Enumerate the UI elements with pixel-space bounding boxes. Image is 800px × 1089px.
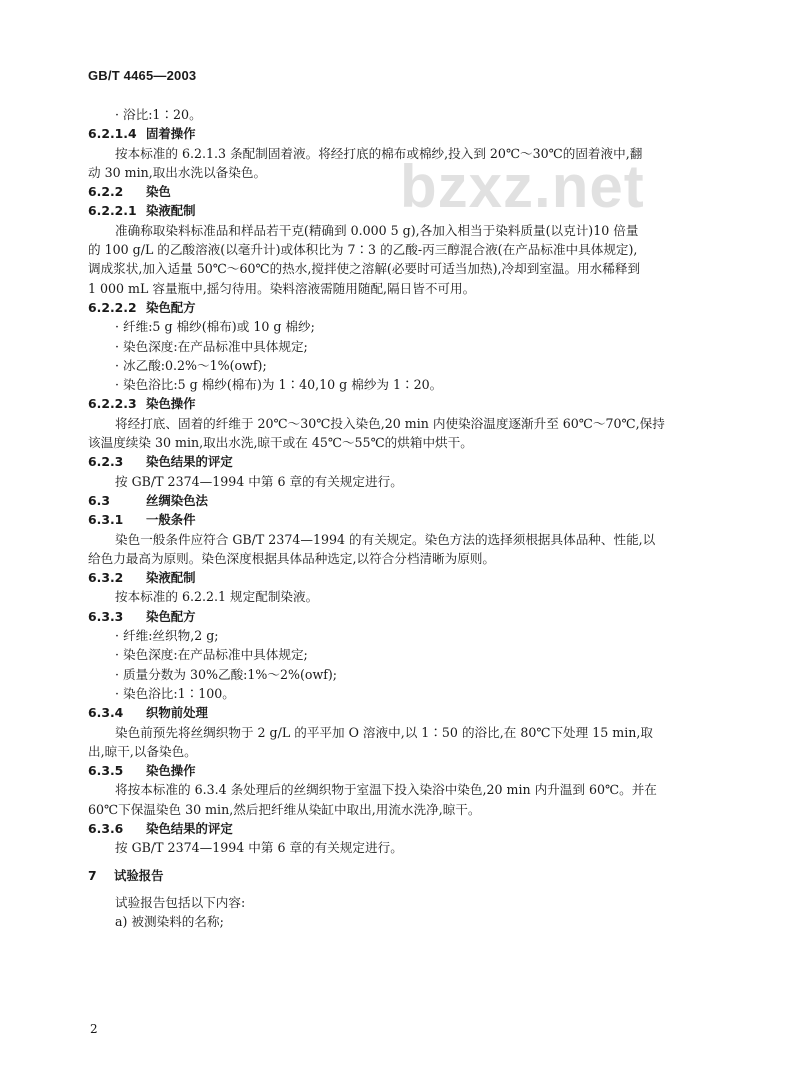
section-number: 6.3 xyxy=(88,492,110,508)
paragraph-line: 按本标准的 6.2.2.1 规定配制染液。 xyxy=(115,589,319,605)
section-heading xyxy=(88,124,718,143)
section-heading xyxy=(88,510,718,529)
paragraph-line: 准确称取染料标准品和样品若干克(精确到 0.000 5 g),各加入相当于染料质量(以克计)10 倍量 xyxy=(115,222,639,238)
list-item: · 冰乙酸:0.2%～1%(owf); xyxy=(115,357,267,373)
section-title: 染液配制 xyxy=(146,570,196,586)
section-number: 6.3.5 xyxy=(88,763,124,779)
section-title: 染色结果的评定 xyxy=(146,820,233,836)
section-title: 染液配制 xyxy=(146,203,196,219)
list-item: · 纤维:5 g 棉纱(棉布)或 10 g 棉纱; xyxy=(115,319,315,335)
paragraph-line: 将按本标准的 6.3.4 条处理后的丝绸织物于室温下投入染浴中染色,20 min 内升温到 60℃。并在 xyxy=(115,782,657,798)
paragraph-line: 出,晾干,以备染色。 xyxy=(88,743,197,759)
section-title: 染色配方 xyxy=(146,299,196,315)
paragraph-line: 按 GB/T 2374—1994 中第 6 章的有关规定进行。 xyxy=(115,840,403,856)
section-title: 染色操作 xyxy=(146,763,196,779)
section-number: 6.2.2.3 xyxy=(88,396,137,412)
section-number: 6.2.2 xyxy=(88,184,124,200)
list-item: · 染色浴比:1∶100。 xyxy=(115,685,235,701)
paragraph-line: 的 100 g/L 的乙酸溶液(以毫升计)或体积比为 7∶3 的乙酸-丙三醇混合液(在产品标准中具体规定), xyxy=(88,242,638,258)
paragraph-line: 调成浆状,加入适量 50℃～60℃的热水,搅拌使之溶解(必要时可适当加热),冷却到室温。用水稀释到 xyxy=(88,261,641,277)
paragraph-line: 1 000 mL 容量瓶中,摇匀待用。染料溶液需随用随配,隔日皆不可用。 xyxy=(88,280,476,296)
section-heading xyxy=(88,201,718,220)
section-title: 染色操作 xyxy=(146,396,196,412)
section-heading xyxy=(88,607,718,626)
paragraph-line: 给色力最高为原则。染色深度根据具体品种选定,以符合分档清晰为原则。 xyxy=(88,550,496,566)
section-title: 染色结果的评定 xyxy=(146,454,233,470)
list-item: · 染色深度:在产品标准中具体规定; xyxy=(115,647,308,663)
list-item: · 质量分数为 30%乙酸:1%～2%(owf); xyxy=(115,666,338,682)
section-heading xyxy=(88,298,718,317)
section-number: 6.2.2.2 xyxy=(88,299,137,315)
section-number: 7 xyxy=(88,867,97,883)
section-number: 6.2.1.4 xyxy=(88,126,137,142)
section-number: 6.3.1 xyxy=(88,512,124,528)
standard-code-header: GB/T 4465—2003 xyxy=(88,68,197,83)
paragraph-line: 试验报告包括以下内容: xyxy=(115,894,246,910)
paragraph-line: 按本标准的 6.2.1.3 条配制固着液。将经打底的棉布或棉纱,投入到 20℃～30℃的固着液中,翻 xyxy=(115,145,643,161)
section-number: 6.2.2.1 xyxy=(88,203,137,219)
section-heading xyxy=(88,568,718,587)
section-number: 6.3.2 xyxy=(88,570,124,586)
list-item: · 染色深度:在产品标准中具体规定; xyxy=(115,338,308,354)
section-heading xyxy=(88,182,718,201)
section-title: 丝绸染色法 xyxy=(146,492,208,508)
section-heading xyxy=(88,491,718,510)
page-number: 2 xyxy=(90,1022,98,1036)
section-title: 织物前处理 xyxy=(146,705,208,721)
paragraph-line: 染色前预先将丝绸织物于 2 g/L 的平平加 O 溶液中,以 1∶50 的浴比,在 80℃下处理 15 min,取 xyxy=(115,724,653,740)
section-heading xyxy=(88,394,718,413)
paragraph-line: 将经打底、固着的纤维于 20℃～30℃投入染色,20 min 内使染浴温度逐渐升至 60℃～70℃,保持 xyxy=(115,415,665,431)
list-item: · 浴比:1∶20。 xyxy=(115,107,202,122)
section-number: 6.3.4 xyxy=(88,705,124,721)
paragraph-line: 按 GB/T 2374—1994 中第 6 章的有关规定进行。 xyxy=(115,473,403,489)
section-title: 染色 xyxy=(146,184,171,200)
paragraph-line: 该温度续染 30 min,取出水洗,晾干或在 45℃～55℃的烘箱中烘干。 xyxy=(88,435,473,451)
paragraph-line: 染色一般条件应符合 GB/T 2374—1994 的有关规定。染色方法的选择须根据具体品种、性能,以 xyxy=(115,531,656,547)
section-title: 固着操作 xyxy=(146,126,196,142)
section-title: 染色配方 xyxy=(146,608,196,624)
watermark: bzxz.net xyxy=(400,153,645,220)
paragraph-line: 60℃下保温染色 30 min,然后把纤维从染缸中取出,用流水洗净,晾干。 xyxy=(88,801,481,817)
section-heading xyxy=(88,703,718,722)
section-number: 6.3.6 xyxy=(88,820,124,836)
section-number: 6.3.3 xyxy=(88,608,124,624)
section-heading xyxy=(88,452,718,471)
list-item: · 纤维:丝织物,2 g; xyxy=(115,628,219,644)
section-title: 一般条件 xyxy=(146,512,196,528)
chapter-heading xyxy=(88,866,718,885)
section-number: 6.2.3 xyxy=(88,454,124,470)
paragraph-line: a) 被测染料的名称; xyxy=(115,914,224,930)
paragraph-line: 动 30 min,取出水洗以备染色。 xyxy=(88,164,267,180)
section-heading xyxy=(88,819,718,838)
section-title: 试验报告 xyxy=(114,867,164,883)
document-body xyxy=(88,105,718,931)
section-heading xyxy=(88,761,718,780)
list-item: · 染色浴比:5 g 棉纱(棉布)为 1∶40,10 g 棉纱为 1∶20。 xyxy=(115,377,443,393)
